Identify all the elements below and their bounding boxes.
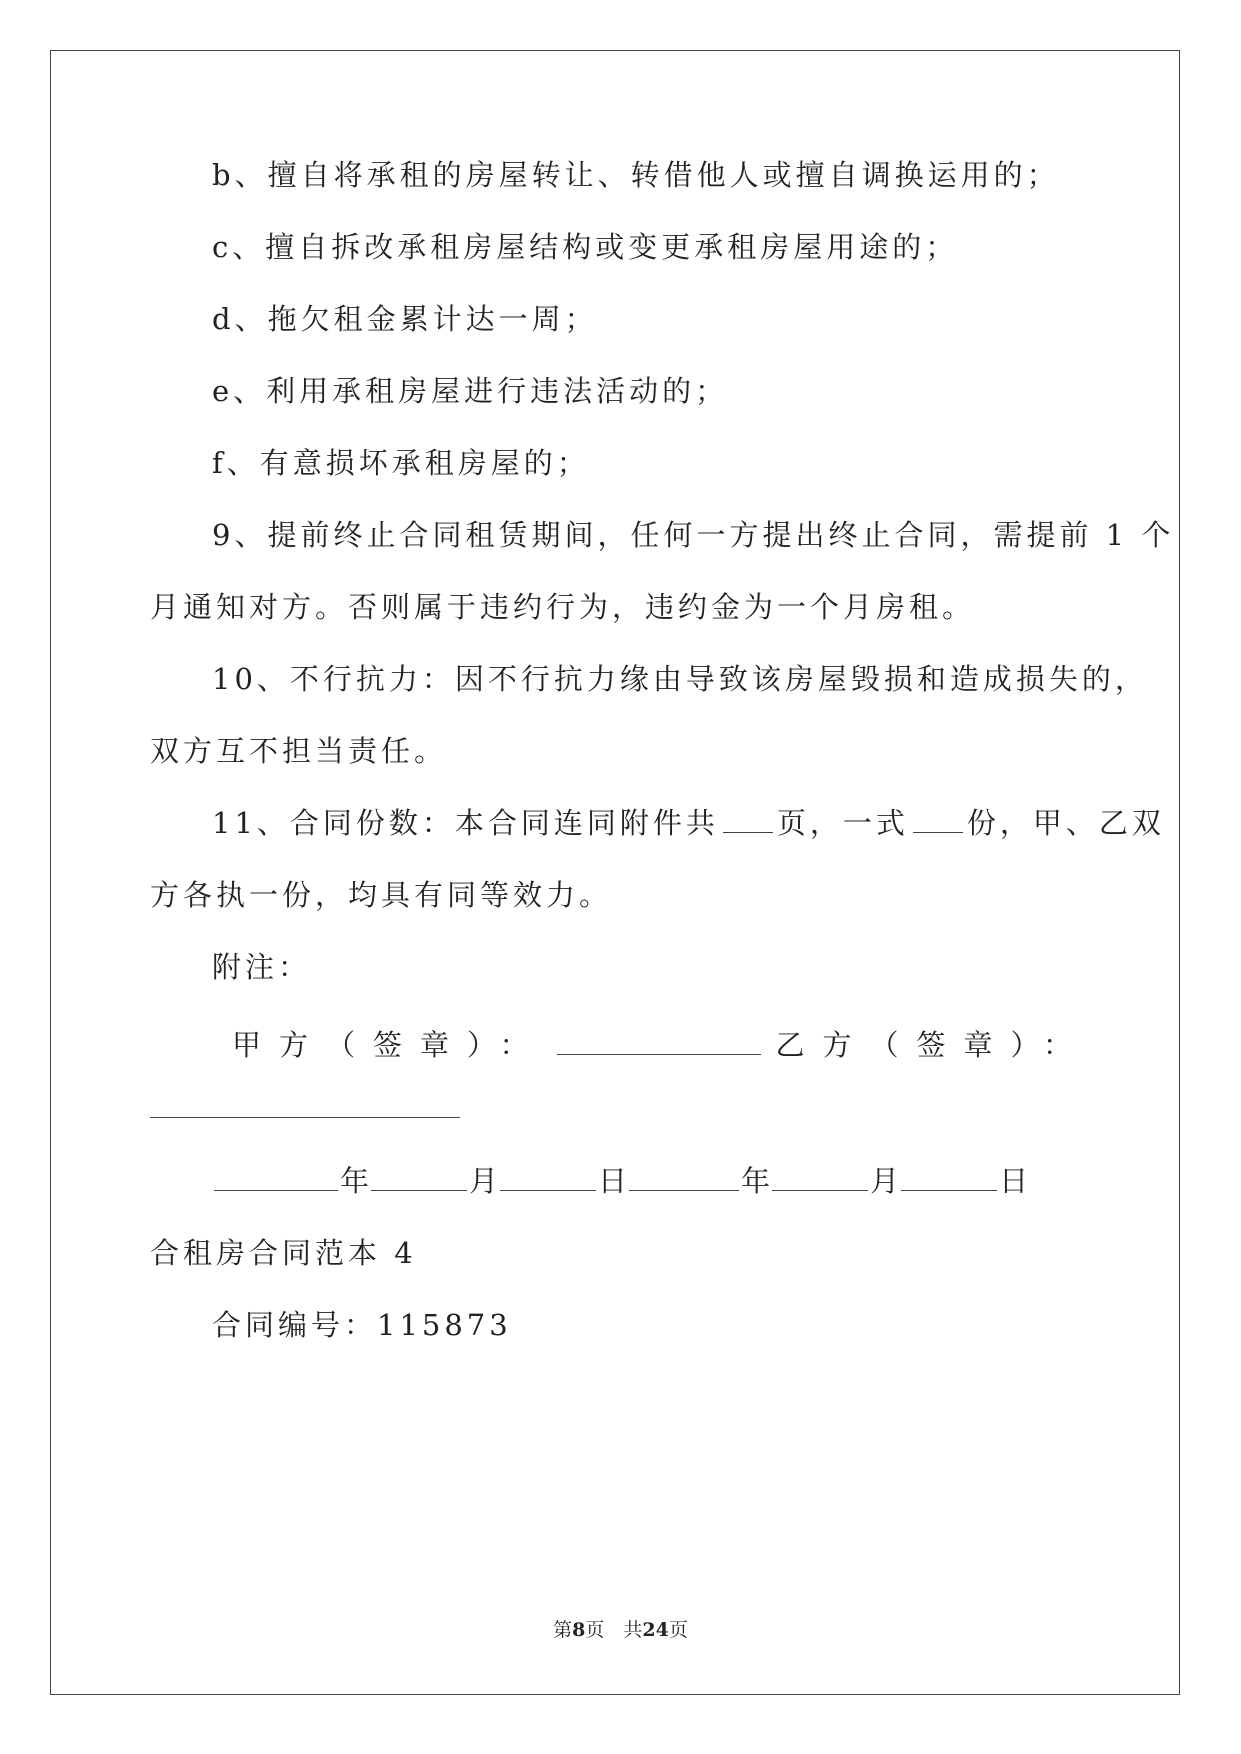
footer-total-pages: 24 bbox=[642, 1619, 669, 1641]
item-9-line-2: 月通知对方。否则属于违约行为，违约金为一个月房租。 bbox=[150, 590, 976, 624]
item-10-line-2: 双方互不担当责任。 bbox=[150, 734, 448, 768]
item-11-text-1: 11、合同份数：本合同连同附件共 bbox=[212, 806, 719, 840]
date-a-year-label: 年 bbox=[340, 1164, 370, 1198]
signature-row bbox=[232, 1025, 1090, 1065]
clause-d: d、拖欠租金累计达一周； bbox=[212, 302, 598, 336]
footer-prefix: 第 bbox=[553, 1619, 573, 1641]
date-b-month-label: 月 bbox=[870, 1164, 900, 1198]
date-b-year-label: 年 bbox=[741, 1164, 771, 1198]
date-b-month-blank[interactable] bbox=[772, 1164, 868, 1191]
party-a-signature-line[interactable] bbox=[557, 1028, 762, 1055]
party-b-signature-line[interactable] bbox=[150, 1116, 460, 1118]
item-9-line-1: 9、提前终止合同租赁期间，任何一方提出终止合同，需提前 1 个 bbox=[212, 518, 1175, 552]
date-row bbox=[212, 1161, 1028, 1201]
party-b-label: 乙方（签章）： bbox=[775, 1028, 1090, 1062]
date-a-month-label: 月 bbox=[469, 1164, 499, 1198]
clause-c: c、擅自拆改承租房屋结构或变更承租房屋用途的； bbox=[212, 230, 959, 264]
clause-b: b、擅自将承租的房屋转让、转借他人或擅自调换运用的； bbox=[212, 158, 1060, 192]
note-label: 附注： bbox=[212, 950, 312, 984]
date-b-day-label: 日 bbox=[999, 1164, 1029, 1198]
clause-e: e、利用承租房屋进行违法活动的； bbox=[212, 374, 729, 408]
item-11-line-1 bbox=[212, 803, 1165, 843]
section-title: 合租房合同范本 4 bbox=[150, 1236, 417, 1270]
date-a-day-blank[interactable] bbox=[500, 1164, 596, 1191]
date-b-day-blank[interactable] bbox=[901, 1164, 997, 1191]
party-a-label: 甲方（签章）： bbox=[232, 1028, 547, 1062]
footer-suffix: 页 bbox=[668, 1619, 688, 1641]
item-11-text-2: 页，一式 bbox=[776, 806, 909, 840]
copy-count-blank[interactable] bbox=[913, 806, 963, 833]
footer-page-number: 8 bbox=[572, 1619, 586, 1641]
date-b-year-blank[interactable] bbox=[629, 1164, 739, 1191]
item-11-line-2: 方各执一份，均具有同等效力。 bbox=[150, 878, 613, 912]
page-footer bbox=[0, 1615, 1241, 1642]
footer-mid: 页 共 bbox=[585, 1619, 643, 1641]
clause-f: f、有意损坏承租房屋的； bbox=[212, 446, 590, 480]
page-border bbox=[50, 50, 1180, 1695]
contract-number: 合同编号：115873 bbox=[212, 1308, 512, 1342]
item-10-line-1: 10、不行抗力：因不行抗力缘由导致该房屋毁损和造成损失的， bbox=[212, 662, 1148, 696]
date-a-month-blank[interactable] bbox=[371, 1164, 467, 1191]
date-a-year-blank[interactable] bbox=[214, 1164, 338, 1191]
item-11-text-3: 份，甲、乙双 bbox=[966, 806, 1165, 840]
date-a-day-label: 日 bbox=[598, 1164, 628, 1198]
page-count-blank[interactable] bbox=[723, 806, 773, 833]
